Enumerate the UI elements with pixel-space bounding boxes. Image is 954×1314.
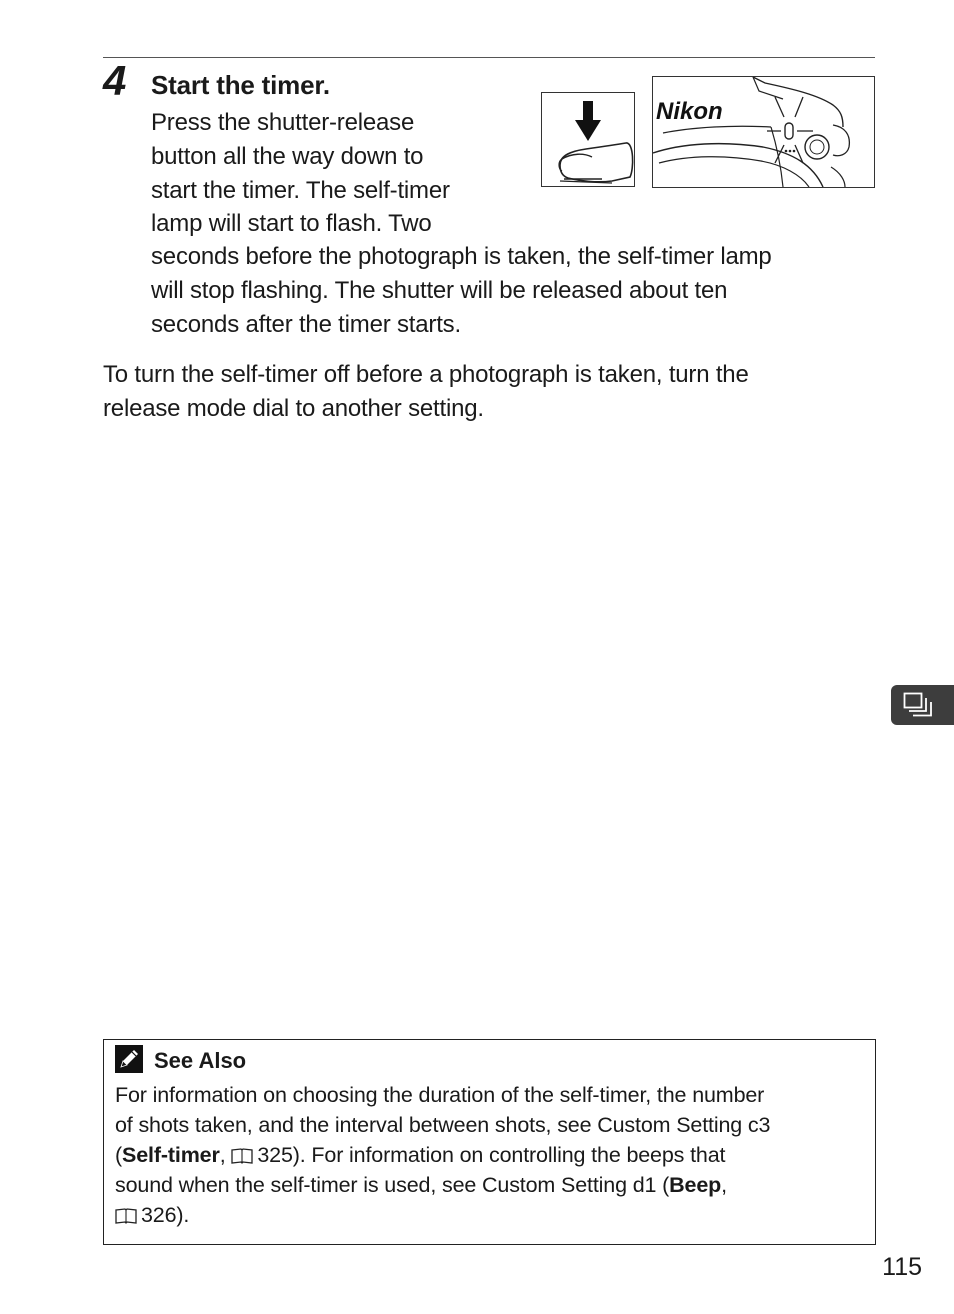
camera-brand-logo: Nikon [656, 98, 723, 125]
top-rule [103, 57, 875, 58]
see-also-box [103, 1039, 876, 1245]
see-also-title: See Also [154, 1048, 247, 1073]
beep-setting-name: Beep [669, 1173, 722, 1197]
step-line: seconds before the photograph is taken, the self-timer lamp [151, 243, 772, 270]
see-also-body [115, 1080, 865, 1230]
step-body-narrow [151, 106, 531, 241]
step-body-wide [151, 240, 875, 341]
step-line: lamp will start to flash. Two [151, 210, 432, 238]
paragraph-line: To turn the self-timer off before a photograph is taken, turn the [103, 361, 749, 388]
camera-front-illustration [652, 76, 875, 188]
see-also-line [115, 1200, 865, 1230]
see-also-line: For information on choosing the duration of the self-timer, the number [115, 1083, 765, 1107]
chapter-tab [891, 685, 954, 725]
camera-self-timer-lamp-icon [653, 77, 874, 187]
step-line: seconds after the timer starts. [151, 310, 461, 338]
page-reference-325[interactable]: 325 [257, 1143, 293, 1167]
step-line: Press the shutter-release [151, 109, 415, 136]
see-also-line: of shots taken, and the interval between shots, see Custom Setting c3 [115, 1113, 771, 1137]
text-fragment: ). For information on controlling the beeps that [292, 1143, 726, 1167]
shutter-press-illustration [541, 92, 635, 187]
self-timer-setting-name: Self-timer [122, 1143, 220, 1167]
finger-press-icon [542, 93, 634, 186]
see-also-line [115, 1140, 865, 1170]
step-line: will stop flashing. The shutter will be released about ten [151, 276, 728, 304]
page-reference-book-icon [231, 1147, 253, 1165]
text-fragment: ( [115, 1143, 123, 1167]
text-fragment: , [219, 1143, 232, 1167]
step-line: start the timer. The self-timer [151, 176, 450, 204]
text-fragment: ). [176, 1203, 190, 1227]
page-reference-book-icon [115, 1207, 137, 1225]
step-title: Start the timer. [151, 70, 330, 100]
see-also-line [115, 1170, 865, 1200]
paragraph-line: release mode dial to another setting. [103, 394, 484, 422]
step-number: 4 [103, 57, 127, 104]
text-fragment: , [721, 1173, 727, 1197]
release-mode-icon [903, 692, 933, 718]
page-reference-326[interactable]: 326 [141, 1203, 177, 1227]
page-number: 115 [882, 1253, 922, 1281]
step-line: button all the way down to [151, 142, 424, 170]
pencil-note-icon [115, 1045, 143, 1073]
turn-off-paragraph [103, 358, 875, 426]
text-fragment: sound when the self-timer is used, see Custom Setting d1 ( [115, 1173, 670, 1197]
